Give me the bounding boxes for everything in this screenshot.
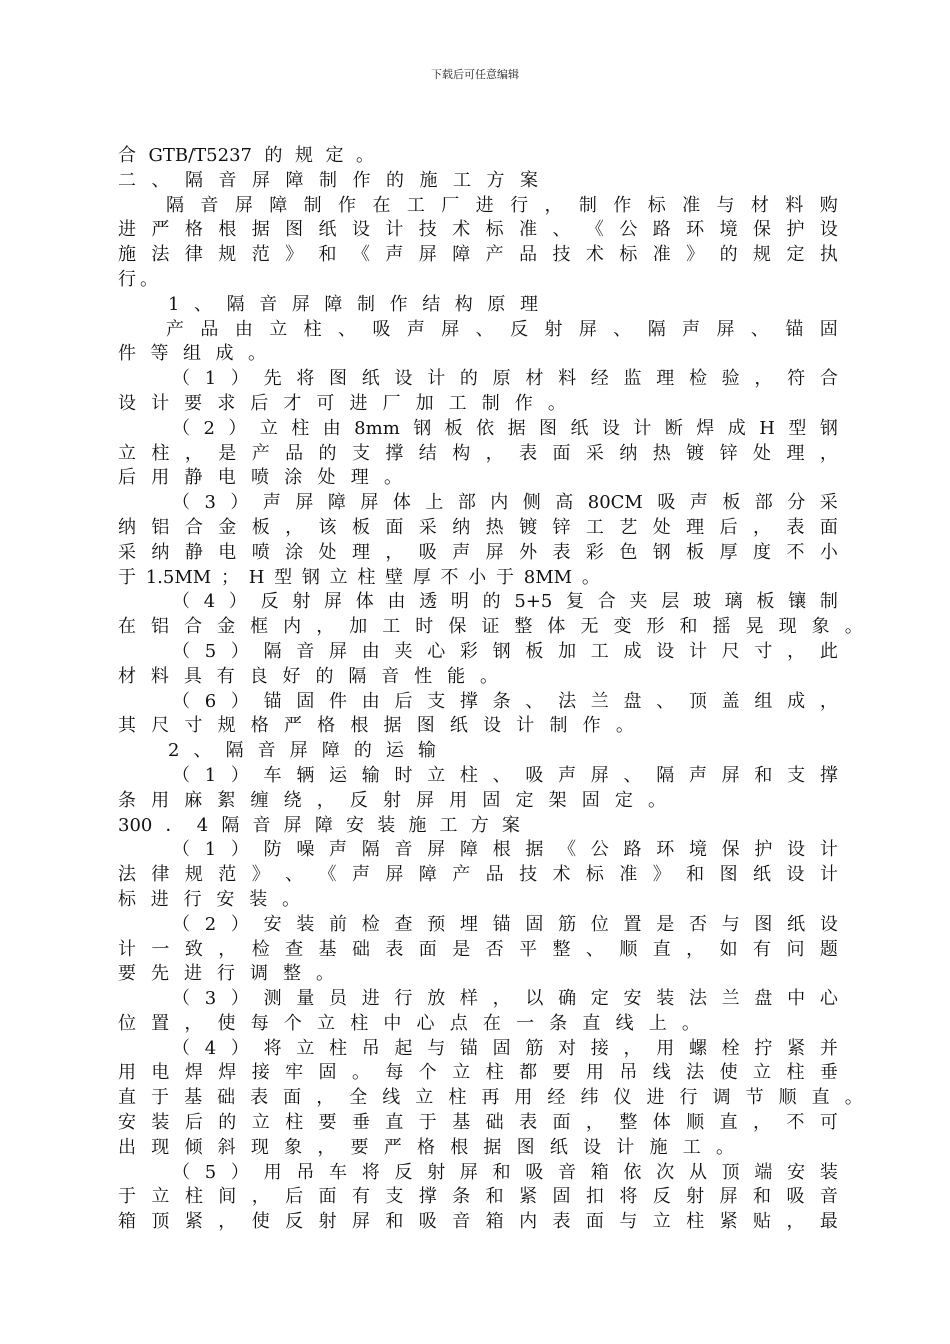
text-line: 用 电 焊 焊 接 牢 固 。 每 个 立 柱 都 要 用 吊 线 法 使 立 柱 垂	[118, 1062, 838, 1084]
text-line: （ 5 ） 用 吊 车 将 反 射 屏 和 吸 音 箱 依 次 从 顶 端 安 装	[172, 1161, 838, 1183]
text-line: （ 4 ） 将 立 柱 吊 起 与 锚 固 筋 对 接 ， 用 螺 栓 拧 紧 并	[172, 1037, 838, 1059]
text-line: 法 律 规 范 》 、 《 声 屏 障 产 品 技 术 标 准 》 和 图 纸 设 计	[118, 864, 838, 886]
text-line: 纳 铝 合 金 板 ， 该 板 面 采 纳 热 镀 锌 工 艺 处 理 后 ， 表 面	[118, 516, 838, 538]
text-line: 设 计 要 求 后 才 可 进 厂 加 工 制 作 。	[118, 392, 566, 414]
text-line: 进 严 格 根 据 图 纸 设 计 技 术 标 准 、 《 公 路 环 境 保 护 设	[118, 219, 838, 241]
text-line: 于 1.5MM ； H 型 钢 立 柱 壁 厚 不 小 于 8MM 。	[118, 566, 600, 588]
text-line: 箱 顶 紧 ， 使 反 射 屏 和 吸 音 箱 内 表 面 与 立 柱 紧 贴 ， 最	[118, 1211, 838, 1233]
text-line: （ 1 ） 车 辆 运 输 时 立 柱 、 吸 声 屏 、 隔 声 屏 和 支 撑	[172, 764, 838, 786]
page-header: 下载后可任意编辑	[431, 68, 519, 81]
text-line: （ 2 ） 立 柱 由 8mm 钢 板 依 据 图 纸 设 计 断 焊 成 H 型 钢	[172, 417, 838, 439]
text-line: 施 法 律 规 范 》 和 《 声 屏 障 产 品 技 术 标 准 》 的 规 定 执	[118, 244, 838, 266]
text-line: （ 2 ） 安 装 前 检 查 预 埋 锚 固 筋 位 置 是 否 与 图 纸 设	[172, 913, 838, 935]
text-line: 合 GTB/T5237 的 规 定 。	[118, 145, 374, 166]
text-line: 于 立 柱 间 ， 后 面 有 支 撑 条 和 紧 固 扣 将 反 射 屏 和 吸 音	[118, 1186, 838, 1208]
text-line: 立 柱 ， 是 产 品 的 支 撑 结 构 ， 表 面 采 纳 热 镀 锌 处 理 ，	[118, 442, 838, 464]
text-line: 条 用 麻 絮 缠 绕 ， 反 射 屏 用 固 定 架 固 定 。	[118, 789, 666, 811]
text-line: 直 于 基 础 表 面 ， 全 线 立 柱 再 用 经 纬 仪 进 行 调 节 顺 直 。	[118, 1087, 863, 1109]
text-line: 采 纳 静 电 喷 涂 处 理 ， 吸 声 屏 外 表 彩 色 钢 板 厚 度 不 小	[118, 541, 838, 563]
text-line: 件 等 组 成 。	[118, 343, 266, 365]
text-line: 二 、 隔 音 屏 障 制 作 的 施 工 方 案	[118, 169, 538, 191]
text-line: 要 先 进 行 调 整 。	[118, 963, 334, 985]
text-line: 1 、 隔 音 屏 障 制 作 结 构 原 理	[168, 293, 538, 315]
text-line: （ 6 ） 锚 固 件 由 后 支 撑 条 、 法 兰 盘 、 顶 盖 组 成 ，	[172, 690, 838, 712]
document-body	[118, 144, 863, 1235]
text-line: 产 品 由 立 柱 、 吸 声 屏 、 反 射 屏 、 隔 声 屏 、 锚 固	[166, 318, 838, 340]
text-line: （ 4 ） 反 射 屏 体 由 透 明 的 5+5 复 合 夹 层 玻 璃 板 镶 制	[172, 591, 838, 613]
text-line: 2 、 隔 音 屏 障 的 运 输	[168, 740, 436, 762]
text-line: 计 一 致 ， 检 查 基 础 表 面 是 否 平 整 、 顺 直 ， 如 有 问 题	[118, 938, 838, 960]
text-line: 300 ． 4 隔 音 屏 障 安 装 施 工 方 案	[118, 814, 520, 836]
text-line: 安 装 后 的 立 柱 要 垂 直 于 基 础 表 面 ， 整 体 顺 直 ， 不 可	[118, 1112, 838, 1134]
text-line: （ 3 ） 测 量 员 进 行 放 样 ， 以 确 定 安 装 法 兰 盘 中 心	[172, 988, 838, 1010]
text-line: 在 铝 合 金 框 内 ， 加 工 时 保 证 整 体 无 变 形 和 摇 晃 现 象 。	[118, 616, 863, 638]
text-line: 隔 音 屏 障 制 作 在 工 厂 进 行 ， 制 作 标 准 与 材 料 购	[166, 194, 838, 216]
text-line: 其 尺 寸 规 格 严 格 根 据 图 纸 设 计 制 作 。	[118, 715, 634, 737]
text-line: （ 5 ） 隔 音 屏 由 夹 心 彩 钢 板 加 工 成 设 计 尺 寸 ， 此	[172, 640, 838, 662]
text-line: 后 用 静 电 喷 涂 处 理 。	[118, 467, 402, 489]
text-line: 材 料 具 有 良 好 的 隔 音 性 能 。	[118, 665, 498, 687]
text-line: （ 3 ） 声 屏 障 屏 体 上 部 内 侧 高 80CM 吸 声 板 部 分 采	[172, 492, 838, 514]
text-line: 出 现 倾 斜 现 象 ， 要 严 格 根 据 图 纸 设 计 施 工 。	[118, 1136, 734, 1158]
text-line: 位 置 ， 使 每 个 立 柱 中 心 点 在 一 条 直 线 上 。	[118, 1012, 700, 1034]
text-line: 行 。	[118, 268, 158, 290]
text-line: （ 1 ） 防 噪 声 隔 音 屏 障 根 据 《 公 路 环 境 保 护 设 计	[172, 839, 838, 861]
text-line: （ 1 ） 先 将 图 纸 设 计 的 原 材 料 经 监 理 检 验 ， 符 合	[172, 368, 838, 390]
text-line: 标 进 行 安 装 。	[118, 888, 300, 910]
